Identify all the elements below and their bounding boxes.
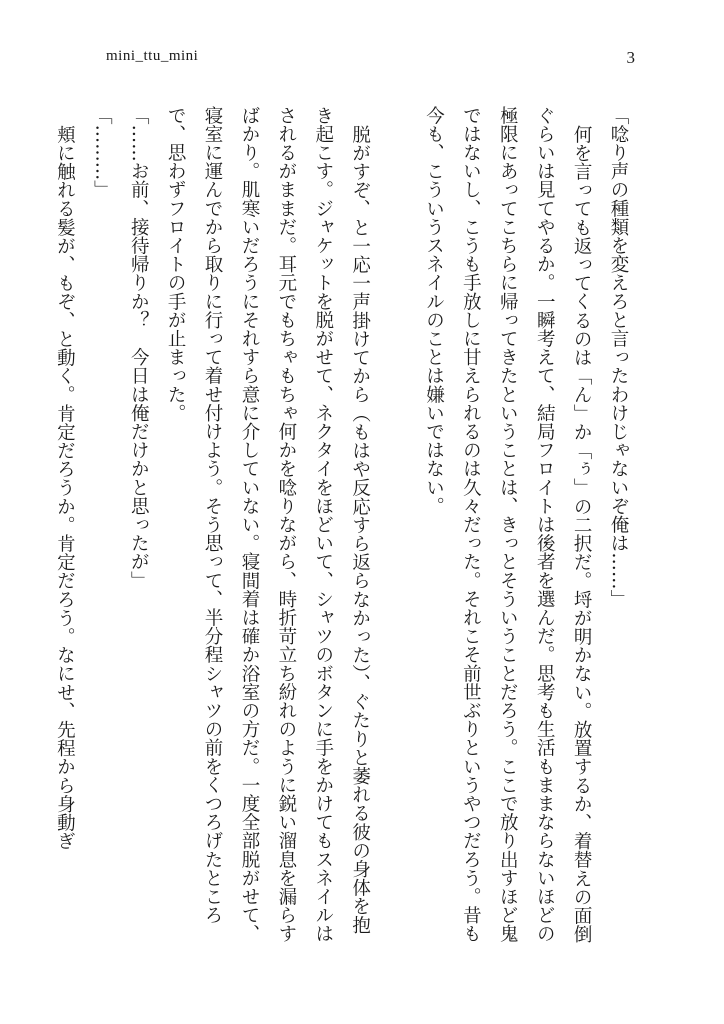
paragraph-blank <box>378 106 415 946</box>
page-header <box>0 48 724 72</box>
paragraph-dialog: 「……お前、接待帰りか？ 今日は俺だけかと思ったが」 <box>128 106 150 590</box>
body-text <box>54 106 636 946</box>
page-number: 3 <box>626 48 635 67</box>
paragraph-narration: 脱がすぞ、と一応一声掛けてから（もはや反応すら返らなかった）、ぐたりと萎れる彼の身体を抱き起こす。ジャケットを脱がせて、ネクタイをほどいて、シャツのボタンに手をかけてもスネイルはされるがままだ。耳元でもちゃもちゃ何かを唸りながら、時折苛立ち紛れのように鋭い溜息を漏らすばかり。肌寒いだろうにそれすら意に介していない。寝間着は確か浴室の方だ。一度全部脱がせて、寝室に運んでから取りに行って着せ付けよう。そう思って、半分程シャツの前をくつろげたところで、思わずフロイトの手が止まった。 <box>165 106 371 943</box>
paragraph-dialog: 「唸り声の種類を変えろと言ったわけじゃないぞ俺は……」 <box>608 106 629 609</box>
paragraph-dialog: 「………」 <box>91 106 113 199</box>
paragraph-narration: 何を言っても返ってくるのは「ん」か「ぅ」の二択だ。埒が明かない。放置するか、着替えの面倒ぐらいは見てやるか。一瞬考えて、結局フロイトは後者を選んだ。思考も生活もままならないほどの極限にあってこちらに帰ってきたということは、きっとそういうことだろう。ここで放り出すほど鬼ではないし、こうも手放しに甘えられるのは久々だった。それこそ前世ぶりというやつだろう。昔も今も、こういうスネイルのことは嫌いではない。 <box>423 106 593 943</box>
book-title: mini_ttu_mini <box>106 48 199 64</box>
paragraph-narration: 頬に触れる髪が、もぞ、と動く。肯定だろうか。肯定だろう。なにせ、先程から身動ぎ <box>54 124 76 850</box>
